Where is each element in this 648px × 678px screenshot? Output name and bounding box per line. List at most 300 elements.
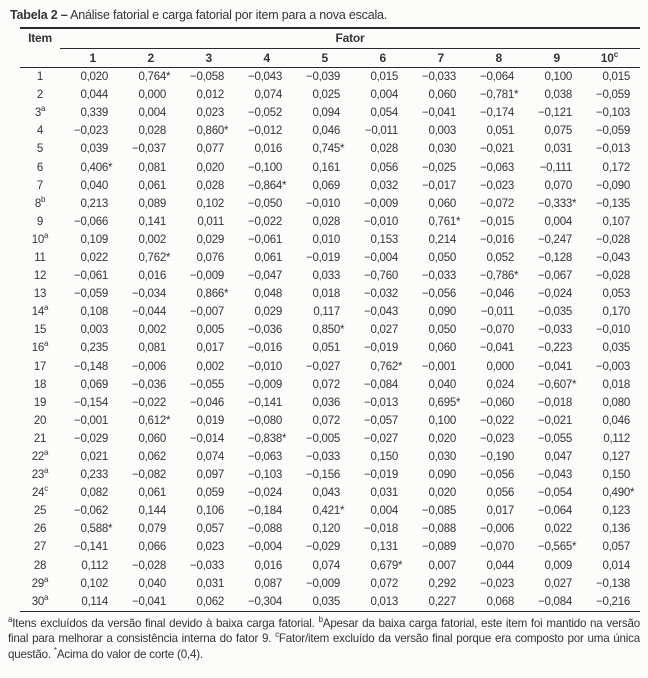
factor-loading-value: 0,057 <box>602 541 630 554</box>
factor-loading-value: −0,024 <box>248 487 282 500</box>
item-column-header: Item <box>20 28 60 68</box>
factor-loading-value: −0,004 <box>248 541 282 554</box>
item-number: 30$^a$ <box>31 592 49 608</box>
superscript-marker: c <box>613 50 618 59</box>
table-row <box>20 575 640 593</box>
factor-loading-value: −0,035 <box>538 306 572 319</box>
factor-loading-value: −0,028 <box>132 559 166 572</box>
factor-column-header: 1 <box>60 49 118 68</box>
factor-loading-value: 0,003 <box>80 324 108 337</box>
factor-loading-value: 0,075 <box>544 125 572 138</box>
factor-loading-value: 0,762* <box>138 251 171 264</box>
table-row <box>20 122 640 140</box>
factor-loading-value: −0,090 <box>596 179 630 192</box>
factor-loading-value: −0,033 <box>538 324 572 337</box>
table-row <box>20 538 640 556</box>
table-row <box>20 376 640 394</box>
factor-loading-value: 0,213 <box>80 197 108 210</box>
table-row <box>20 68 640 87</box>
item-number: 21 <box>33 432 47 445</box>
factor-loading-value: −0,184 <box>248 505 282 518</box>
factor-loading-value: −0,034 <box>132 288 166 301</box>
factor-loading-value: 0,027 <box>544 577 572 590</box>
factor-loading-value: 0,016 <box>254 143 282 156</box>
factor-loading-value: 0,015 <box>370 71 398 84</box>
factor-loading-value: −0,760 <box>364 270 398 283</box>
factor-loading-value: −0,039 <box>306 71 340 84</box>
factor-loading-value: −0,005 <box>306 432 340 445</box>
factor-loading-value: 0,029 <box>254 306 282 319</box>
factor-loading-value: −0,111 <box>539 161 572 174</box>
factor-loading-value: 0,061 <box>138 487 166 500</box>
factor-loadings-table <box>20 27 640 612</box>
table-row <box>20 86 640 104</box>
factor-loading-value: −0,007 <box>190 306 224 319</box>
factor-loading-value: −0,174 <box>480 107 514 120</box>
factor-loading-value: −0,043 <box>248 71 282 84</box>
factor-loading-value: 0,068 <box>486 595 514 608</box>
factor-loading-value: 0,072 <box>312 378 340 391</box>
table-row <box>20 557 640 575</box>
factor-loading-value: 0,032 <box>370 179 398 192</box>
table-title-text: Análise fatorial e carga fatorial por item para a nova escala. <box>67 8 388 22</box>
item-number: 26 <box>33 523 47 536</box>
factor-loading-value: 0,002 <box>196 360 224 373</box>
factor-loading-value: 0,102 <box>80 577 108 590</box>
factor-loading-value: −0,864* <box>248 179 287 192</box>
factor-loading-value: −0,054 <box>538 487 572 500</box>
factor-column-header: 4 <box>234 49 292 68</box>
factor-loading-value: −0,043 <box>364 306 398 319</box>
table-body <box>20 68 640 612</box>
factor-loading-value: −0,006 <box>480 523 514 536</box>
factor-loading-value: 0,031 <box>370 487 398 500</box>
item-number: 7 <box>36 179 44 192</box>
factor-loading-value: −0,023 <box>480 577 514 590</box>
factor-loading-value: 0,120 <box>312 523 340 536</box>
item-number: 1 <box>36 71 44 84</box>
factor-column-header: 2 <box>118 49 176 68</box>
factor-loading-value: −0,018 <box>364 523 398 536</box>
factor-loading-value: −0,017 <box>422 179 456 192</box>
factor-loading-value: 0,000 <box>138 89 166 102</box>
factor-loading-value: 0,050 <box>428 324 456 337</box>
item-number: 15 <box>33 324 47 337</box>
factor-loading-value: 0,087 <box>254 577 282 590</box>
table-row <box>20 267 640 285</box>
factor-loading-value: −0,029 <box>306 541 340 554</box>
factor-loading-value: 0,039 <box>80 143 108 156</box>
item-number: 20 <box>33 414 47 427</box>
item-number: 17 <box>33 360 47 373</box>
factor-loading-value: −0,056 <box>422 288 456 301</box>
factor-loading-value: 0,004 <box>544 215 572 228</box>
factor-loading-value: 0,061 <box>138 179 166 192</box>
factor-loading-value: 0,082 <box>80 487 108 500</box>
factor-loading-value: 0,017 <box>196 342 224 355</box>
factor-loading-value: −0,033 <box>306 451 340 464</box>
factor-column-header: 5 <box>292 49 350 68</box>
factor-loading-value: −0,057 <box>364 414 398 427</box>
superscript-marker: a <box>44 303 49 313</box>
table-row <box>20 484 640 502</box>
factor-loading-value: 0,090 <box>428 469 456 482</box>
item-number: 9 <box>36 215 44 228</box>
factor-loading-value: 0,108 <box>80 306 108 319</box>
factor-group-header: Fator <box>60 28 640 49</box>
table-row <box>20 593 640 612</box>
factor-loading-value: −0,022 <box>248 215 282 228</box>
factor-loading-value: −0,121 <box>538 107 572 120</box>
factor-loading-value: 0,048 <box>254 288 282 301</box>
factor-loading-value: 0,015 <box>602 71 630 84</box>
factor-loading-value: 0,061 <box>254 251 282 264</box>
factor-loading-value: −0,055 <box>190 378 224 391</box>
factor-loading-value: −0,089 <box>422 541 456 554</box>
factor-loading-value: 0,421* <box>312 505 345 518</box>
factor-loading-value: 0,106 <box>196 505 224 518</box>
superscript-marker: b <box>40 194 46 204</box>
factor-loading-value: 0,051 <box>486 125 514 138</box>
factor-loading-value: −0,063 <box>248 451 282 464</box>
factor-loading-value: 0,123 <box>602 505 630 518</box>
item-number: 27 <box>33 541 47 554</box>
factor-loading-value: −0,070 <box>480 541 514 554</box>
factor-loading-value: 0,030 <box>428 143 456 156</box>
item-number: 3$^a$ <box>34 104 46 120</box>
factor-loading-value: 0,233 <box>80 469 108 482</box>
factor-loading-value: −0,004 <box>364 251 398 264</box>
factor-loading-value: −0,011 <box>480 306 514 319</box>
factor-loading-value: −0,072 <box>480 197 514 210</box>
item-number: 12 <box>33 270 47 283</box>
factor-loading-value: 0,002 <box>138 233 166 246</box>
factor-loading-value: 0,057 <box>196 523 224 536</box>
factor-loading-value: −0,148 <box>74 360 108 373</box>
footnote-marker: b <box>318 614 323 624</box>
factor-loading-value: −0,052 <box>248 107 282 120</box>
factor-loading-value: −0,009 <box>364 197 398 210</box>
factor-loading-value: 0,059 <box>196 487 224 500</box>
factor-loading-value: −0,013 <box>596 143 630 156</box>
table-row <box>20 177 640 195</box>
factor-loading-value: −0,006 <box>132 360 166 373</box>
factor-loading-value: 0,022 <box>80 251 108 264</box>
factor-loading-value: 0,161 <box>312 161 340 174</box>
factor-loading-value: 0,004 <box>370 505 398 518</box>
factor-loading-value: 0,010 <box>312 233 340 246</box>
factor-loading-value: 0,081 <box>138 161 166 174</box>
item-number: 23$^a$ <box>31 466 49 482</box>
factor-loading-value: 0,172 <box>602 161 630 174</box>
factor-loading-value: 0,745* <box>312 143 345 156</box>
table-row <box>20 195 640 213</box>
factor-loading-value: −0,223 <box>538 342 572 355</box>
factor-loading-value: 0,762* <box>370 360 403 373</box>
factor-loading-value: 0,020 <box>196 161 224 174</box>
factor-loading-value: 0,074 <box>254 89 282 102</box>
factor-loading-value: 0,170 <box>602 306 630 319</box>
factor-loading-value: 0,066 <box>138 541 166 554</box>
factor-loading-value: −0,032 <box>364 288 398 301</box>
factor-loading-value: 0,070 <box>544 179 572 192</box>
factor-loading-value: −0,033 <box>190 559 224 572</box>
footnote-marker: c <box>275 630 279 640</box>
item-number: 16$^a$ <box>31 339 49 355</box>
factor-loading-value: −0,022 <box>132 396 166 409</box>
factor-loading-value: 0,150 <box>370 451 398 464</box>
item-number: 4 <box>36 125 44 138</box>
item-number: 19 <box>33 396 47 409</box>
factor-loading-value: −0,044 <box>132 306 166 319</box>
factor-loading-value: 0,046 <box>312 125 340 138</box>
factor-loading-value: 0,860* <box>196 125 229 138</box>
factor-loading-value: 0,062 <box>138 451 166 464</box>
factor-loading-value: −0,141 <box>248 396 282 409</box>
factor-loading-value: 0,028 <box>370 143 398 156</box>
factor-loading-value: 0,850* <box>312 324 345 337</box>
factor-loading-value: −0,084 <box>364 378 398 391</box>
factor-loading-value: −0,011 <box>364 125 398 138</box>
factor-loading-value: 0,009 <box>544 559 572 572</box>
factor-loading-value: −0,156 <box>306 469 340 482</box>
factor-loading-value: −0,021 <box>538 414 572 427</box>
factor-loading-value: −0,041 <box>480 342 514 355</box>
table-title <box>10 7 640 23</box>
factor-loading-value: 0,020 <box>428 432 456 445</box>
superscript-marker: a <box>44 466 49 476</box>
factor-loading-value: −0,066 <box>74 215 108 228</box>
item-number: 6 <box>36 161 44 174</box>
factor-loading-value: 0,030 <box>428 451 456 464</box>
factor-loading-value: −0,304 <box>248 595 282 608</box>
factor-loading-value: −0,088 <box>422 523 456 536</box>
table-row <box>20 249 640 267</box>
footnotes: $^a$Itens excluídos da versão final devido à baixa carga fatorial. $^b$Apesar da baixa carga fatorial, este item foi mantido na versão final para melhorar a consistência interna do fator 9. $^c$Fator/item excluído da versão final porque era composto por uma única questão. *Acima do valor de corte (0,4). <box>8 614 641 661</box>
factor-loading-value: 0,050 <box>428 251 456 264</box>
factor-loading-value: 0,013 <box>370 595 398 608</box>
factor-loading-value: −0,014 <box>190 432 224 445</box>
factor-loading-value: −0,041 <box>538 360 572 373</box>
factor-loading-value: −0,036 <box>132 378 166 391</box>
factor-loading-value: −0,041 <box>132 595 166 608</box>
factor-loading-value: 0,679* <box>370 559 403 572</box>
item-number: 13 <box>33 288 47 301</box>
factor-loading-value: 0,012 <box>196 89 224 102</box>
factor-loading-value: −0,128 <box>538 251 572 264</box>
factor-loading-value: 0,102 <box>196 197 224 210</box>
factor-loading-value: −0,059 <box>596 89 630 102</box>
table-row <box>20 303 640 321</box>
factor-loading-value: 0,079 <box>138 523 166 536</box>
factor-loading-value: −0,019 <box>364 342 398 355</box>
factor-loading-value: 0,028 <box>196 179 224 192</box>
factor-loading-value: −0,027 <box>364 432 398 445</box>
superscript-marker: c <box>44 484 49 494</box>
factor-loading-value: 0,000 <box>486 360 514 373</box>
factor-loading-value: 0,097 <box>196 469 224 482</box>
factor-loading-value: 0,127 <box>602 451 630 464</box>
factor-loading-value: −0,565* <box>538 541 577 554</box>
factor-loading-value: 0,150 <box>602 469 630 482</box>
factor-loading-value: −0,009 <box>190 270 224 283</box>
factor-loading-value: −0,001 <box>422 360 456 373</box>
factor-loading-value: −0,786* <box>480 270 519 283</box>
superscript-marker: a <box>44 448 49 458</box>
factor-loading-value: 0,018 <box>312 288 340 301</box>
factor-loading-value: −0,043 <box>596 251 630 264</box>
item-number: 5 <box>36 143 44 156</box>
item-number: 8$^b$ <box>34 194 46 210</box>
factor-loading-value: 0,043 <box>312 487 340 500</box>
item-number: 2 <box>36 89 44 102</box>
factor-loading-value: −0,055 <box>538 432 572 445</box>
factor-loading-value: 0,090 <box>428 306 456 319</box>
factor-loading-value: 0,761* <box>428 215 461 228</box>
factor-loading-value: 0,031 <box>196 577 224 590</box>
superscript-marker: a <box>44 231 49 241</box>
factor-loading-value: 0,292 <box>428 577 456 590</box>
factor-loading-value: −0,059 <box>596 125 630 138</box>
factor-loading-value: 0,695* <box>428 396 461 409</box>
factor-loading-value: 0,112 <box>603 432 630 445</box>
factor-loading-value: −0,080 <box>248 414 282 427</box>
table-row <box>20 412 640 430</box>
factor-loading-value: 0,031 <box>544 143 572 156</box>
factor-loading-value: −0,059 <box>74 288 108 301</box>
factor-loading-value: 0,072 <box>312 414 340 427</box>
factor-loading-value: 0,056 <box>486 487 514 500</box>
factor-loading-value: 0,112 <box>81 559 108 572</box>
factor-loading-value: −0,001 <box>74 414 108 427</box>
factor-loading-value: −0,023 <box>74 125 108 138</box>
factor-loading-value: 0,014 <box>602 559 630 572</box>
factor-loading-value: 0,035 <box>312 595 340 608</box>
factor-loading-value: −0,046 <box>190 396 224 409</box>
factor-loading-value: −0,061 <box>74 270 108 283</box>
item-number: 25 <box>33 505 47 518</box>
factor-loading-value: −0,100 <box>248 161 282 174</box>
factor-loading-value: 0,153 <box>370 233 398 246</box>
factor-loading-value: −0,838* <box>248 432 287 445</box>
factor-loading-value: −0,085 <box>422 505 456 518</box>
factor-loading-value: −0,033 <box>422 270 456 283</box>
factor-loading-value: −0,018 <box>538 396 572 409</box>
factor-loading-value: −0,013 <box>364 396 398 409</box>
factor-loading-value: 0,044 <box>486 559 514 572</box>
factor-loading-value: −0,141 <box>74 541 108 554</box>
factor-loading-value: −0,028 <box>596 270 630 283</box>
factor-loading-value: 0,005 <box>196 324 224 337</box>
factor-loading-value: 0,020 <box>428 487 456 500</box>
factor-loading-value: −0,056 <box>480 469 514 482</box>
factor-loading-value: 0,051 <box>312 342 340 355</box>
factor-loading-value: 0,038 <box>544 89 572 102</box>
factor-loading-value: 0,023 <box>196 541 224 554</box>
factor-loading-value: 0,074 <box>196 451 224 464</box>
factor-loading-value: 0,076 <box>196 251 224 264</box>
factor-loading-value: 0,114 <box>81 595 108 608</box>
table-row <box>20 213 640 231</box>
factor-loading-value: −0,058 <box>190 71 224 84</box>
factor-loading-value: 0,023 <box>196 107 224 120</box>
factor-loading-value: −0,025 <box>422 161 456 174</box>
table-row <box>20 321 640 339</box>
table-row <box>20 520 640 538</box>
factor-loading-value: 0,060 <box>428 342 456 355</box>
factor-loading-value: −0,021 <box>480 143 514 156</box>
factor-loading-value: 0,036 <box>312 396 340 409</box>
factor-loading-value: −0,023 <box>480 179 514 192</box>
factor-loading-value: 0,866* <box>196 288 229 301</box>
factor-loading-value: −0,010 <box>364 215 398 228</box>
factor-loading-value: 0,046 <box>602 414 630 427</box>
factor-loading-value: 0,011 <box>197 215 224 228</box>
table-row <box>20 158 640 176</box>
table-row <box>20 466 640 484</box>
factor-loading-value: 0,100 <box>544 71 572 84</box>
factor-loading-value: −0,135 <box>596 197 630 210</box>
item-number: 29$^a$ <box>31 574 49 590</box>
factor-loading-value: −0,016 <box>480 233 514 246</box>
factor-loading-value: −0,029 <box>74 432 108 445</box>
factor-loading-value: 0,017 <box>486 505 514 518</box>
table-row <box>20 339 640 357</box>
table-title-label: Tabela 2 – <box>10 8 68 22</box>
factor-loading-value: −0,022 <box>480 414 514 427</box>
factor-loading-value: 0,490* <box>602 487 635 500</box>
factor-loading-value: 0,016 <box>254 559 282 572</box>
superscript-marker: a <box>44 339 49 349</box>
factor-loading-value: −0,019 <box>306 251 340 264</box>
factor-loading-value: −0,063 <box>480 161 514 174</box>
item-number: 28 <box>33 559 47 572</box>
factor-loading-value: −0,247 <box>538 233 572 246</box>
factor-loading-value: −0,015 <box>480 215 514 228</box>
factor-loading-value: 0,028 <box>138 125 166 138</box>
factor-loading-value: −0,047 <box>248 270 282 283</box>
factor-column-header: 3 <box>176 49 234 68</box>
factor-loading-value: 0,107 <box>602 215 630 228</box>
factor-loading-value: −0,010 <box>306 197 340 210</box>
factor-loading-value: 0,020 <box>80 71 108 84</box>
factor-loading-value: −0,041 <box>422 107 456 120</box>
factor-loading-value: 0,060 <box>428 197 456 210</box>
factor-column-header: 6 <box>350 49 408 68</box>
superscript-marker: a <box>44 592 49 602</box>
factor-column-header: 7 <box>408 49 466 68</box>
factor-number-row <box>20 49 640 68</box>
factor-loading-value: −0,010 <box>596 324 630 337</box>
factor-loading-value: 0,588* <box>80 523 113 536</box>
item-number: 22$^a$ <box>31 448 49 464</box>
factor-loading-value: −0,023 <box>480 432 514 445</box>
factor-loading-value: 0,062 <box>196 595 224 608</box>
factor-loading-value: −0,064 <box>480 71 514 84</box>
table-header <box>20 28 640 68</box>
factor-loading-value: −0,103 <box>248 469 282 482</box>
table-row <box>20 104 640 122</box>
factor-column-header: 8 <box>466 49 524 68</box>
factor-loading-value: 0,235 <box>80 342 108 355</box>
factor-loading-value: 0,144 <box>138 505 166 518</box>
table-row <box>20 358 640 376</box>
factor-loading-value: 0,029 <box>196 233 224 246</box>
factor-loading-value: 0,131 <box>370 541 398 554</box>
item-number: 18 <box>33 378 47 391</box>
factor-loading-value: −0,333* <box>538 197 577 210</box>
table-row <box>20 448 640 466</box>
